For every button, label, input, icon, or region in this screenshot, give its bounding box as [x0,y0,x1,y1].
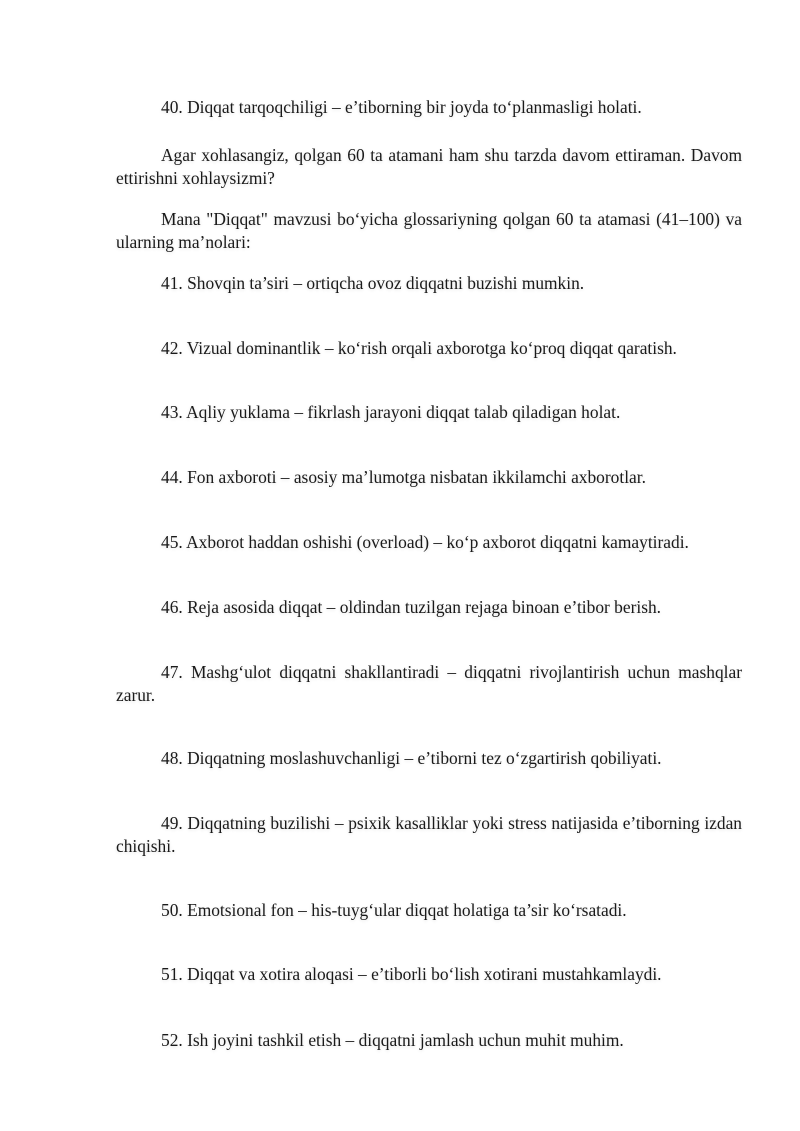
glossary-item-52: 52. Ish joyini tashkil etish – diqqatni jamlash uchun muhit muhim. [161,1030,624,1050]
glossary-item-44: 44. Fon axboroti – asosiy ma’lumotga nisbatan ikkilamchi axborotlar. [161,467,646,487]
glossary-item-42: 42. Vizual dominantlik – ko‘rish orqali axborotga ko‘proq diqqat qaratish. [161,338,677,358]
glossary-item-41: 41. Shovqin ta’siri – ortiqcha ovoz diqqatni buzishi mumkin. [161,273,585,293]
glossary-item-43: 43. Aqliy yuklama – fikrlash jarayoni diqqat talab qiladigan holat. [161,402,621,422]
continuation-offer: Agar xohlasangiz, qolgan 60 ta atamani ham shu tarzda davom ettiraman. Davom ettirishni xohlaysizmi? [116,145,742,188]
glossary-item-50: 50. Emotsional fon – his-tuyg‘ular diqqat holatiga ta’sir ko‘rsatadi. [161,900,627,920]
glossary-item-46: 46. Reja asosida diqqat – oldindan tuzilgan rejaga binoan e’tibor berish. [161,597,662,617]
glossary-intro: Mana "Diqqat" mavzusi bo‘yicha glossariyning qolgan 60 ta atamasi (41–100) va ularning ma’nolari: [116,209,742,252]
glossary-item-48: 48. Diqqatning moslashuvchanligi – e’tiborni tez o‘zgartirish qobiliyati. [161,748,662,768]
glossary-item-40: 40. Diqqat tarqoqchiligi – e’tiborning bir joyda to‘planmasligi holati. [161,97,642,117]
glossary-item-45: 45. Axborot haddan oshishi (overload) – ko‘p axborot diqqatni kamaytiradi. [161,532,689,552]
glossary-item-49: 49. Diqqatning buzilishi – psixik kasalliklar yoki stress natijasida e’tiborning izdan chiqishi. [116,813,742,856]
glossary-item-51: 51. Diqqat va xotira aloqasi – e’tiborli bo‘lish xotirani mustahkamlaydi. [161,964,662,984]
glossary-item-47: 47. Mashg‘ulot diqqatni shakllantiradi – diqqatni rivojlantirish uchun mashqlar zarur. [116,662,742,705]
